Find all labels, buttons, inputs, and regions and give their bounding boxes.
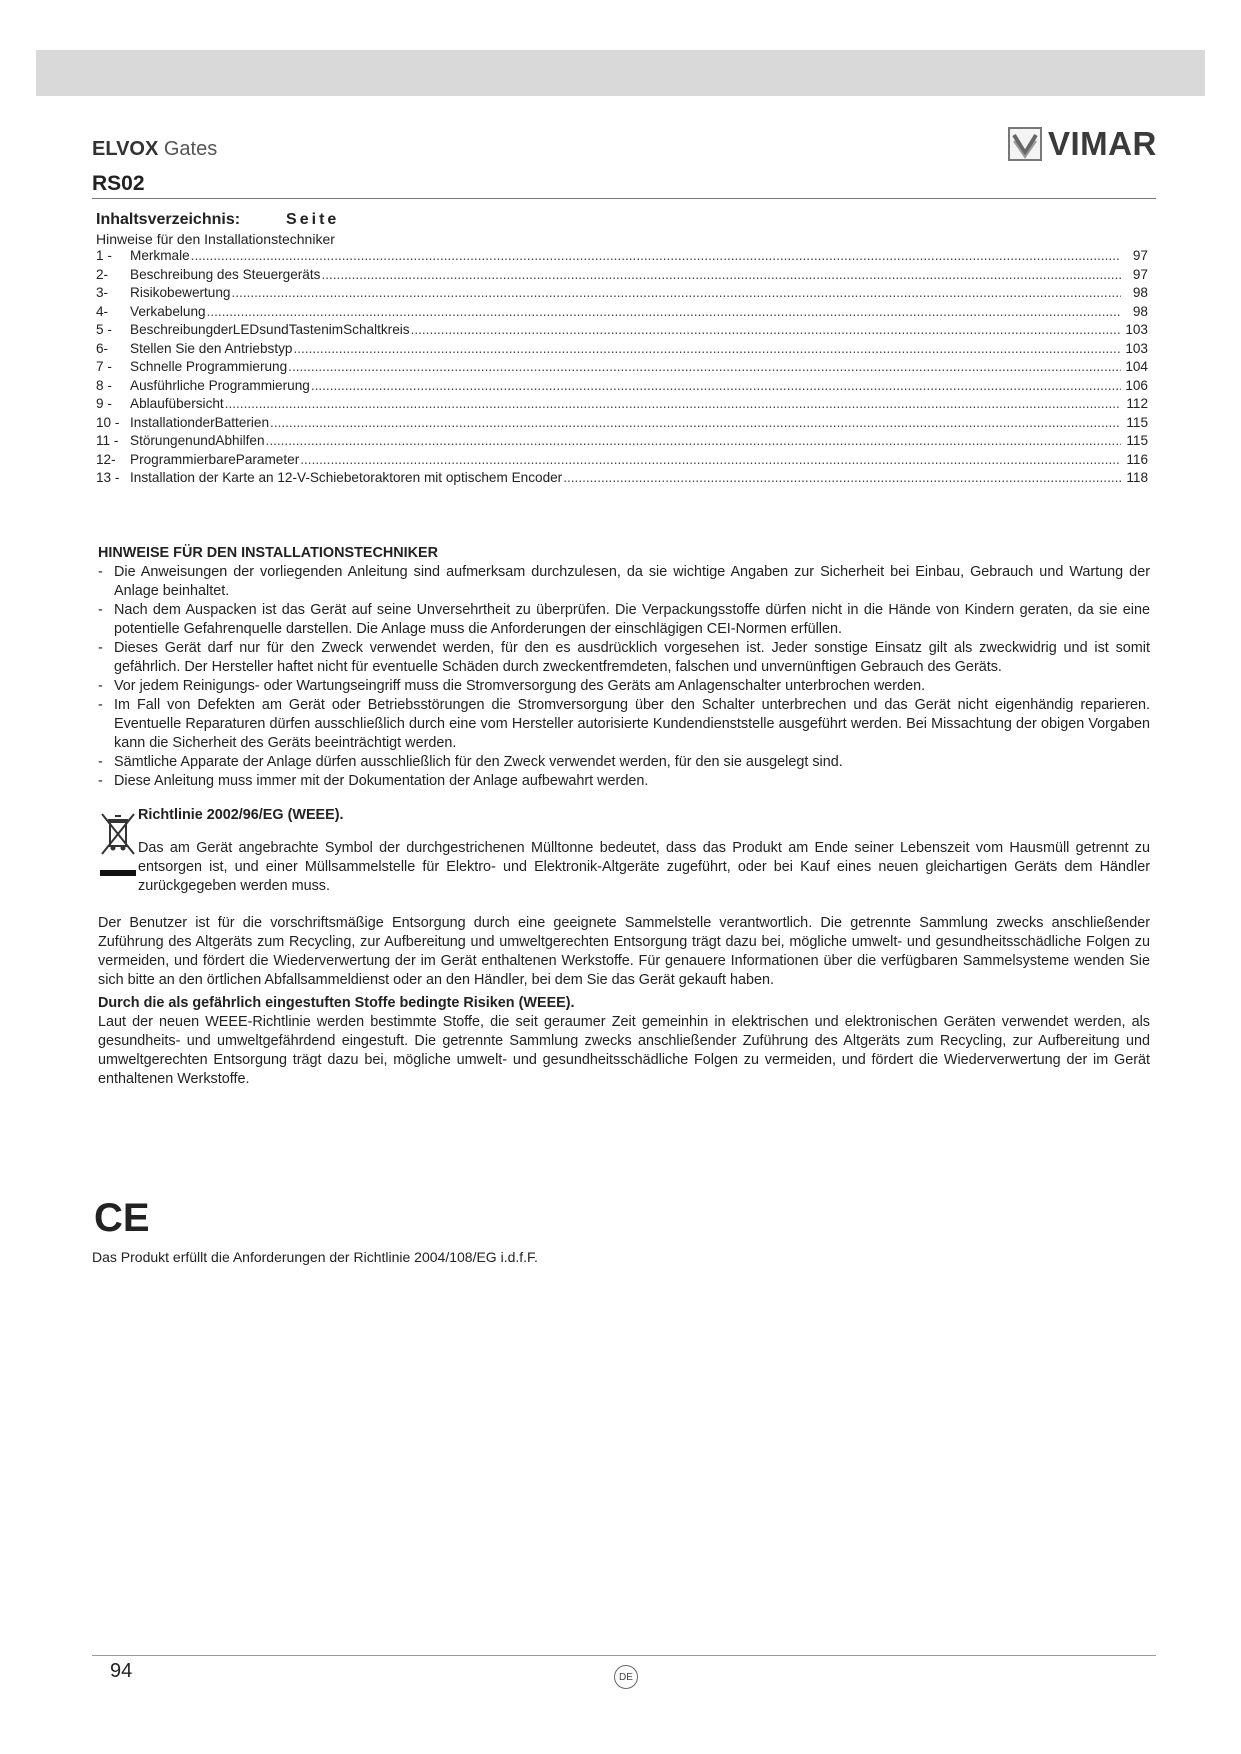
- toc-item-page: 104: [1125, 359, 1148, 374]
- toc-item-title: Ablaufübersicht: [130, 396, 224, 411]
- toc-leader-dots: [191, 247, 1121, 266]
- toc-item-title: Installation der Karte an 12-V-Schiebetoraktoren mit optischem Encoder: [130, 470, 563, 485]
- toc-item-title: StörungenundAbhilfen: [130, 433, 265, 448]
- language-badge: DE: [614, 1665, 638, 1689]
- weee-heading: Richtlinie 2002/96/EG (WEEE).: [138, 807, 344, 823]
- toc-item: [96, 247, 1148, 266]
- toc-item: [96, 395, 1148, 414]
- table-of-contents: [96, 211, 1148, 488]
- toc-item-number: 11 -: [96, 433, 119, 448]
- toc-leader-dots: [232, 284, 1122, 303]
- toc-item-page: 103: [1125, 322, 1148, 337]
- toc-item: [96, 432, 1148, 451]
- toc-item: [96, 451, 1148, 470]
- toc-leader-dots: [311, 377, 1121, 396]
- toc-item-page: 97: [1132, 248, 1148, 263]
- toc-item-number: 9 -: [96, 396, 112, 411]
- header-divider: [92, 198, 1156, 199]
- toc-item-page: 116: [1126, 451, 1148, 467]
- toc-item-number: 8 -: [96, 377, 112, 393]
- toc-item-title: InstallationderBatterien: [130, 414, 270, 430]
- brand-name: [92, 138, 217, 161]
- toc-leader-dots: [270, 414, 1121, 433]
- installer-note-item: - Im Fall von Defekten am Gerät oder Betriebsstörungen die Stromversorgung über den Schalter unterbrechen und das Gerät nicht eigenhändig reparieren. Eventuelle Reparaturen dürfen ausschließlich durch eine vom Hersteller autorisierte Kundendienststelle ausgeführt werden. Bei Missachtung der obigen Vorgaben kann die Sicherheit des Geräts beeinträchtigt werden.: [98, 696, 1150, 753]
- crossed-bin-icon: [98, 810, 138, 882]
- toc-item: [96, 469, 1148, 488]
- top-banner: [36, 50, 1205, 96]
- toc-item: [96, 340, 1148, 359]
- toc-leader-dots: [411, 321, 1121, 340]
- toc-item-title: Merkmale: [130, 248, 190, 263]
- toc-leader-dots: [293, 340, 1121, 359]
- toc-item-page: 112: [1126, 396, 1148, 411]
- ce-mark: CE: [94, 1196, 150, 1240]
- toc-item-title: Ausführliche Programmierung: [130, 377, 310, 393]
- toc-item-number: 10 -: [96, 414, 120, 430]
- disposal-paragraph: Der Benutzer ist für die vorschriftsmäßige Entsorgung durch eine geeignete Sammelstelle verantwortlich. Die getrennte Sammlung zwecks anschließender Zuführung des Altgeräts zum Recycling, zur Aufbereitung und umweltgerechten Entsorgung trägt dazu bei, mögliche umwelt- und gesundheitsschädliche Folgen zu vermeiden, und fördert die Wiederverwertung der im Gerät enthaltenen Werkstoffe. Für genauere Informationen über die verfügbaren Sammelsysteme wenden Sie sich bitte an den örtlichen Abfallsammeldienst oder an den Händler, bei dem Sie das Gerät gekauft haben.: [98, 915, 1150, 989]
- toc-item: [96, 358, 1148, 377]
- toc-item-number: 3-: [96, 285, 109, 300]
- logo-text: VIMAR: [1048, 125, 1157, 162]
- brand-light: Gates: [163, 138, 218, 160]
- toc-item-number: 2-: [96, 266, 109, 282]
- toc-item-title: Schnelle Programmierung: [130, 359, 288, 374]
- installer-note-item: - Diese Anleitung muss immer mit der Dokumentation der Anlage aufbewahrt werden.: [98, 772, 1150, 791]
- toc-heading: [96, 211, 1148, 229]
- vimar-logo: [1008, 124, 1157, 164]
- toc-item: [96, 414, 1148, 433]
- toc-leader-dots: [207, 303, 1121, 322]
- toc-item-title: ProgrammierbareParameter: [130, 451, 300, 467]
- ce-compliance-note: Das Produkt erfüllt die Anforderungen der Richtlinie 2004/108/EG i.d.f.F.: [92, 1249, 538, 1265]
- toc-title: Inhaltsverzeichnis:: [96, 211, 241, 228]
- toc-item-page: 103: [1125, 340, 1148, 356]
- hazard-risks-heading: Durch die als gefährlich eingestuften Stoffe bedingte Risiken (WEEE).: [98, 995, 575, 1011]
- weee-text: Das am Gerät angebrachte Symbol der durchgestrichenen Mülltonne bedeutet, dass das Produkt am Ende seiner Lebenszeit vom Hausmüll getrennt zu entsorgen ist, und einer Müllsammelstelle für Elektro- und Elektronik-Altgeräte zugeführt, oder bei Kauf eines neuen gleichartigen Geräts dem Händler zurückgegeben werden muss.: [138, 840, 1150, 895]
- toc-leader-dots: [300, 451, 1121, 470]
- toc-item-page: 97: [1132, 266, 1148, 282]
- toc-item-page: 115: [1126, 433, 1148, 448]
- toc-item-page: 118: [1126, 470, 1148, 485]
- toc-list: [96, 247, 1148, 488]
- toc-item: [96, 284, 1148, 303]
- toc-item-number: 7 -: [96, 359, 112, 374]
- installer-note-item: - Dieses Gerät darf nur für den Zweck verwendet werden, für den es ausdrücklich vorgesehen ist. Jeder sonstige Einsatz gilt als zweckwidrig und ist somit gefährlich. Der Hersteller haftet nicht für eventuelle Schäden durch zweckentfremdeten, falschen und unvernünftigen Gebrauch des Geräts.: [98, 639, 1150, 677]
- toc-page-label: Seite: [286, 211, 340, 228]
- toc-leader-dots: [288, 358, 1121, 377]
- toc-item-title: Stellen Sie den Antriebstyp: [130, 340, 293, 356]
- toc-item-number: 4-: [96, 303, 109, 319]
- installer-notes: [98, 544, 1150, 791]
- page-number: 94: [110, 1660, 133, 1682]
- toc-subheading: Hinweise für den Installationstechniker: [96, 231, 335, 247]
- toc-item-page: 115: [1126, 414, 1148, 430]
- toc-item: [96, 303, 1148, 322]
- toc-leader-dots: [266, 432, 1121, 451]
- toc-item-number: 5 -: [96, 322, 112, 337]
- toc-leader-dots: [563, 469, 1121, 488]
- model-title: RS02: [92, 172, 145, 195]
- installer-note-item: - Sämtliche Apparate der Anlage dürfen ausschließlich für den Zweck verwendet werden, für den sie ausgelegt sind.: [98, 753, 1150, 772]
- installer-note-item: - Vor jedem Reinigungs- oder Wartungseingriff muss die Stromversorgung des Geräts am Anlagenschalter unterbrochen werden.: [98, 677, 1150, 696]
- toc-item-number: 13 -: [96, 470, 120, 485]
- toc-item-title: Verkabelung: [130, 303, 206, 319]
- toc-leader-dots: [225, 395, 1121, 414]
- installer-notes-heading: HINWEISE FÜR DEN INSTALLATIONSTECHNIKER: [98, 545, 439, 561]
- toc-item: [96, 377, 1148, 396]
- toc-leader-dots: [321, 266, 1121, 285]
- toc-item-number: 1 -: [96, 248, 112, 263]
- toc-item-title: BeschreibungderLEDsundTastenimSchaltkreis: [130, 322, 410, 337]
- toc-item-title: Beschreibung des Steuergeräts: [130, 266, 321, 282]
- hazard-risks-text: Laut der neuen WEEE-Richtlinie werden bestimmte Stoffe, die seit geraumer Zeit gemeinhin in elektrischen und elektronischen Geräten verwendet werden, als gesundheits- und umweltgefährdend eingestuft. Die getrennte Sammlung zwecks anschließender Zuführung des Altgeräts zum Recycling, zur Aufbereitung und umweltgerechten Entsorgung trägt dazu bei, mögliche umwelt- und gesundheitsschädliche Folgen zu vermeiden, und fördert die Wiederverwertung der im Gerät enthaltenen Werkstoffe.: [98, 1014, 1150, 1087]
- toc-item-page: 98: [1132, 303, 1148, 319]
- weee-notice: [98, 806, 1150, 1005]
- toc-item-page: 106: [1125, 377, 1148, 393]
- installer-note-item: - Die Anweisungen der vorliegenden Anleitung sind aufmerksam durchzulesen, da sie wichtige Angaben zur Sicherheit bei Einbau, Gebrauch und Wartung der Anlage beinhaltet.: [98, 563, 1150, 601]
- installer-notes-list: [98, 563, 1150, 791]
- toc-item: [96, 266, 1148, 285]
- toc-item-number: 12-: [96, 451, 116, 467]
- toc-item: [96, 321, 1148, 340]
- vimar-logo-icon: [1008, 127, 1042, 161]
- footer-divider: [92, 1655, 1156, 1656]
- toc-item-number: 6-: [96, 340, 109, 356]
- hazard-risks: [98, 994, 1150, 1089]
- toc-item-page: 98: [1132, 285, 1148, 300]
- installer-note-item: - Nach dem Auspacken ist das Gerät auf seine Unversehrtheit zu überprüfen. Die Verpackungsstoffe dürfen nicht in die Hände von Kindern geraten, da sie eine potentielle Gefahrenquelle darstellen. Die Anlage muss die Anforderungen der einschlägigen CEI-Normen erfüllen.: [98, 601, 1150, 639]
- brand-bold: ELVOX: [92, 138, 159, 160]
- toc-item-title: Risikobewertung: [130, 285, 231, 300]
